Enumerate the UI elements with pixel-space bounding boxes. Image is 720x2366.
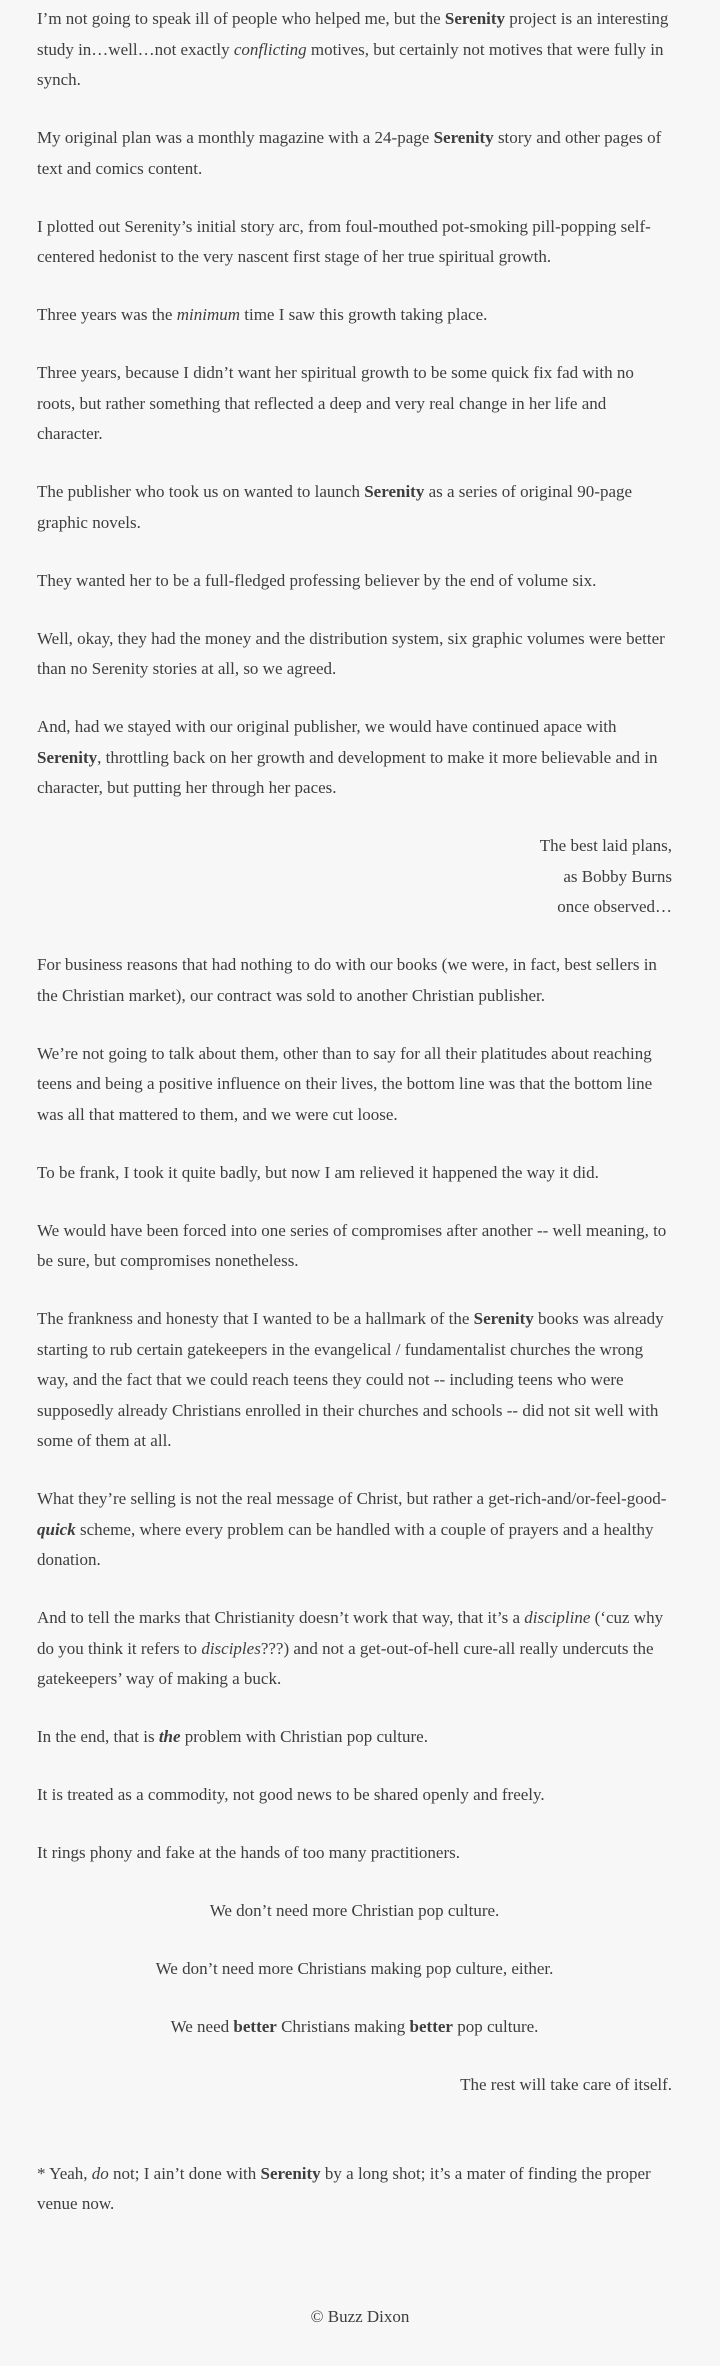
text-run: minimum bbox=[176, 305, 240, 324]
quote-line: as Bobby Burns bbox=[563, 866, 672, 886]
quote-block bbox=[37, 831, 672, 923]
paragraph bbox=[37, 2070, 672, 2101]
paragraph bbox=[37, 1216, 672, 1277]
text-run: the bbox=[158, 1727, 181, 1746]
text-run: scheme, where every problem can be handled with a couple of prayers and a healthy donation. bbox=[37, 1519, 654, 1569]
paragraph bbox=[37, 950, 672, 1011]
text-run: My original plan was a monthly magazine with a 24-page bbox=[37, 128, 434, 147]
text-run: * Yeah, bbox=[37, 2163, 92, 2183]
text-run: better bbox=[233, 2017, 277, 2036]
text-run: not; I ain’t done with bbox=[108, 2163, 261, 2183]
text-run: The rest will take care of itself. bbox=[460, 2075, 672, 2094]
paragraph bbox=[37, 358, 672, 450]
quote-line: once observed… bbox=[557, 897, 672, 916]
paragraph bbox=[37, 1039, 672, 1131]
text-run: Three years was the bbox=[37, 305, 177, 324]
text-run: (‘cuz why do you think it refers to bbox=[37, 1608, 664, 1658]
text-run: The publisher who took us on wanted to launch bbox=[37, 482, 365, 501]
paragraph bbox=[37, 624, 672, 685]
paragraph bbox=[37, 1304, 672, 1457]
text-run: better bbox=[409, 2017, 453, 2036]
text-run: For business reasons that had nothing to do with our books (we were, in fact, best sellers in the Christian market), our contract was sold to another Christian publisher. bbox=[37, 955, 657, 1005]
text-run: We’re not going to talk about them, other than to say for all their platitudes about reaching teens and being a positive influence on their lives, the bottom line was that the bottom line was all that mattered to them, and we were cut loose. bbox=[37, 1043, 653, 1124]
text-run: discipline bbox=[524, 1608, 591, 1627]
text-run: project is an interesting study in…well…not exactly bbox=[37, 9, 669, 59]
text-run: To be frank, I took it quite badly, but now I am relieved it happened the way it did. bbox=[37, 1162, 599, 1182]
quote-line: The best laid plans, bbox=[539, 836, 672, 855]
text-run: Serenity bbox=[37, 747, 98, 767]
paragraph bbox=[37, 1484, 672, 1576]
footer bbox=[0, 2302, 720, 2333]
text-run: They wanted her to be a full-fledged professing believer by the end of volume six. bbox=[37, 570, 597, 590]
text-run: Well, okay, they had the money and the distribution system, six graphic volumes were better than no Serenity stories at all, so we agreed. bbox=[37, 628, 665, 678]
text-run: problem with Christian pop culture. bbox=[180, 1727, 428, 1746]
text-run: Three years, because I didn’t want her spiritual growth to be some quick fix fad with no roots, but rather something that reflected a deep and very real change in her life and character. bbox=[37, 363, 634, 443]
text-run: , throttling back on her growth and development to make it more believable and in character, but putting her through her paces. bbox=[37, 747, 658, 797]
text-run: Serenity bbox=[433, 128, 494, 147]
text-run: Serenity bbox=[473, 1309, 534, 1328]
article-body bbox=[37, 0, 672, 2220]
paragraph bbox=[37, 123, 672, 184]
text-run: time I saw this growth taking place. bbox=[240, 305, 488, 324]
text-run: Serenity bbox=[260, 2163, 321, 2183]
text-run: The frankness and honesty that I wanted to be a hallmark of the bbox=[37, 1309, 474, 1328]
text-run: What they’re selling is not the real message of Christ, but rather a get-rich-and/or-feel-good- bbox=[37, 1489, 667, 1508]
paragraph bbox=[37, 1954, 672, 1985]
text-run: We don’t need more Christian pop culture. bbox=[209, 1901, 500, 1920]
paragraph bbox=[37, 712, 672, 804]
text-run: Serenity bbox=[444, 9, 506, 28]
paragraph bbox=[37, 1722, 672, 1753]
text-run: quick bbox=[37, 1519, 76, 1539]
copyright-text: © Buzz Dixon bbox=[310, 2306, 410, 2326]
text-run: In the end, that is bbox=[37, 1727, 159, 1746]
text-run: I’m not going to speak ill of people who helped me, but the bbox=[37, 9, 445, 28]
paragraph bbox=[37, 2159, 672, 2220]
paragraph bbox=[37, 1603, 672, 1695]
paragraph bbox=[37, 566, 672, 597]
text-run: I plotted out Serenity’s initial story arc, from foul-mouthed pot-smoking pill-popping self-centered hedonist to the very nascent first stage of her true spiritual growth. bbox=[37, 216, 651, 266]
text-run: do bbox=[91, 2163, 109, 2183]
text-run: conflicting bbox=[233, 39, 307, 59]
text-run: It rings phony and fake at the hands of too many practitioners. bbox=[37, 1843, 460, 1862]
text-run: We would have been forced into one series of compromises after another -- well meaning, to be sure, but compromises nonetheless. bbox=[37, 1220, 667, 1270]
text-run: pop culture. bbox=[452, 2017, 539, 2036]
paragraph bbox=[37, 1838, 672, 1869]
text-run: We don’t need more Christians making pop culture, either. bbox=[155, 1959, 554, 1978]
paragraph bbox=[37, 1896, 672, 1927]
text-run: Christians making bbox=[276, 2017, 410, 2036]
text-run: And, had we stayed with our original publisher, we would have continued apace with bbox=[37, 717, 617, 736]
text-run: books was already starting to rub certain gatekeepers in the evangelical / fundamentalist churches the wrong way, and the fact that we could reach teens they could not -- including teens who were supposedly already Christians enrolled in their churches and schools -- did not sit well with some of them at all. bbox=[37, 1309, 664, 1450]
text-run: disciples bbox=[201, 1638, 261, 1658]
paragraph bbox=[37, 1158, 672, 1189]
text-run: as a series of original 90-page graphic novels. bbox=[37, 482, 633, 532]
text-run: Serenity bbox=[364, 482, 425, 501]
text-run: ???) and not a get-out-of-hell cure-all really undercuts the gatekeepers’ way of making a buck. bbox=[37, 1638, 654, 1688]
text-run: And to tell the marks that Christianity doesn’t work that way, that it’s a bbox=[37, 1608, 525, 1627]
paragraph bbox=[37, 212, 672, 273]
paragraph bbox=[37, 1780, 672, 1811]
text-run: by a long shot; it’s a mater of finding the proper venue now. bbox=[37, 2163, 651, 2213]
paragraph bbox=[37, 4, 672, 96]
text-run: motives, but certainly not motives that were fully in synch. bbox=[37, 39, 664, 89]
text-run: story and other pages of text and comics content. bbox=[37, 128, 662, 178]
text-run: It is treated as a commodity, not good news to be shared openly and freely. bbox=[37, 1785, 545, 1804]
text-run: We need bbox=[170, 2017, 234, 2036]
paragraph bbox=[37, 2012, 672, 2043]
paragraph bbox=[37, 300, 672, 331]
paragraph bbox=[37, 477, 672, 538]
